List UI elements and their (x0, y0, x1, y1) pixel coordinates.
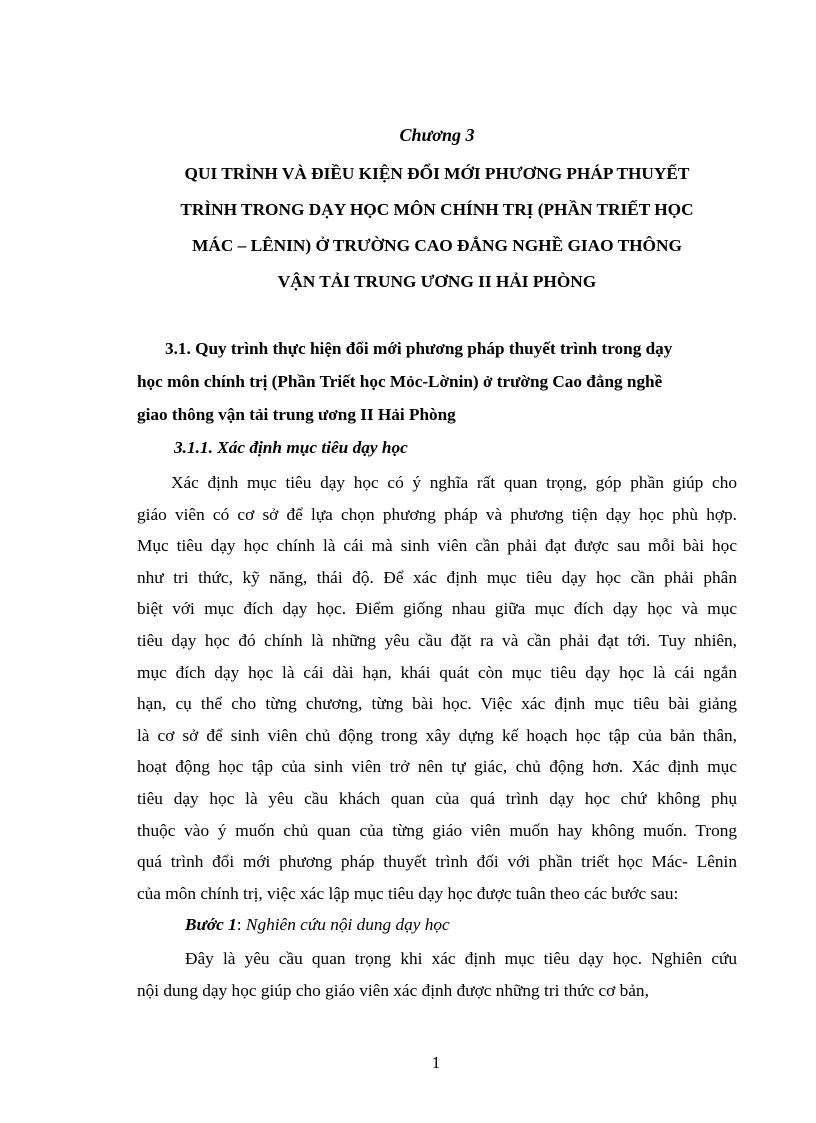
paragraph-line: giáo viên có cơ sở để lựa chọn phương pháp và phương tiện dạy học phù hợp. (137, 504, 737, 524)
paragraph-line: tiêu dạy học đó chính là những yêu cầu đặt ra và cần phải đạt tới. Tuy nhiên, (137, 630, 737, 650)
page-number: 1 (431, 1053, 441, 1072)
paragraph-line: mục đích dạy học là cái dài hạn, khái quát còn mục tiêu dạy học là cái ngắn (137, 662, 737, 682)
paragraph-line: biệt với mục đích dạy học. Điểm giống nhau giữa mục đích dạy học và mục (137, 599, 737, 619)
chapter-title-line: TRÌNH TRONG DẠY HỌC MÔN CHÍNH TRỊ (PHẦN TRIẾT HỌC (180, 200, 694, 219)
paragraph-line: hoạt động học tập của sinh viên trở nên tự giác, chủ động hơn. Xác định mục (137, 757, 737, 777)
chapter-label: Chương 3 (399, 125, 475, 145)
paragraph-line: của môn chính trị, việc xác lập mục tiêu dạy học được tuân theo các bước sau: (137, 883, 679, 903)
section-heading (137, 332, 737, 431)
step-heading (185, 909, 737, 940)
paragraph-line: thuộc vào ý muốn chủ quan của từng giáo viên muốn hay không muốn. Trong (137, 820, 737, 840)
chapter-title (137, 156, 737, 300)
body-paragraph (137, 943, 737, 1007)
body-paragraph (137, 467, 737, 909)
paragraph-line: quá trình đổi mới phương pháp thuyết trình đối với phần triết học Mác- Lênin (137, 852, 737, 872)
step-title: Nghiên cứu nội dung dạy học (245, 915, 450, 935)
chapter-title-line: MÁC – LÊNIN) Ở TRƯỜNG CAO ĐẲNG NGHỀ GIAO THÔNG (192, 236, 682, 255)
paragraph-line: Xác định mục tiêu dạy học có ý nghĩa rất quan trọng, góp phần giúp cho (171, 473, 737, 492)
subsection-heading: 3.1.1. Xác định mục tiêu dạy học (174, 438, 408, 457)
step-separator: : (236, 915, 246, 935)
chapter-title-line: VẬN TẢI TRUNG ƯƠNG II HẢI PHÒNG (277, 272, 597, 291)
chapter-title-line: QUI TRÌNH VÀ ĐIỀU KIỆN ĐỔI MỚI PHƯƠNG PHÁP THUYẾT (184, 164, 690, 183)
section-heading-line: giao thông vận tải trung ương II Hải Phòng (137, 405, 456, 424)
section-heading-line: học môn chính trị (Phần Triết học Mỏc-Lờnin) ở trường Cao đẳng nghề (137, 372, 663, 391)
paragraph-line: là cơ sở để sinh viên chủ động trong xây dựng kế hoạch học tập của bản thân, (137, 725, 737, 745)
paragraph-line: tiêu dạy học là yêu cầu khách quan của quá trình dạy học chứ không phụ (137, 788, 737, 808)
paragraph-line: Mục tiêu dạy học chính là cái mà sinh viên cần phải đạt được sau mỗi bài học (137, 536, 737, 556)
paragraph-line: như tri thức, kỹ năng, thái độ. Để xác định mục tiêu dạy học cần phải phân (137, 567, 737, 587)
section-heading-line: 3.1. Quy trình thực hiện đổi mới phương pháp thuyết trình trong dạy (165, 339, 673, 358)
paragraph-line: hạn, cụ thể cho từng chương, từng bài học. Việc xác định mục tiêu bài giảng (137, 694, 737, 714)
paragraph-line: nội dung dạy học giúp cho giáo viên xác định được những tri thức cơ bản, (137, 981, 649, 1001)
step-number: Bước 1 (185, 915, 237, 935)
paragraph-line: Đây là yêu cầu quan trọng khi xác định mục tiêu dạy học. Nghiên cứu (185, 949, 737, 969)
page-content (137, 122, 737, 1007)
